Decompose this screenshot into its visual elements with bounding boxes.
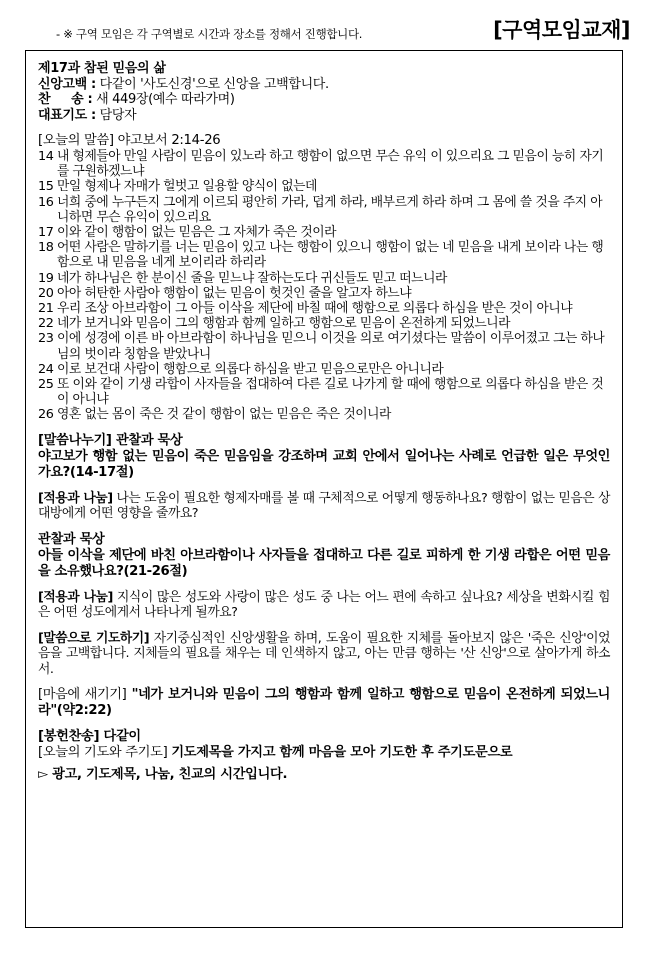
closing-prayer	[38, 745, 610, 761]
verse-text: 또 이와 같이 기생 라합이 사자들을 접대하여 다른 길로 나가게 할 때에 행함으로 의롭다 하심을 받은 것이 아니냐	[57, 377, 604, 408]
closing-hymn: [봉헌찬송] 다같이	[38, 729, 141, 745]
verse-text: 영혼 없는 몸이 죽은 것 같이 행함이 없는 믿음은 죽은 것이니라	[57, 407, 391, 423]
today-word-heading: [오늘의 말씀] 야고보서 2:14-26	[38, 133, 221, 148]
lesson-frame	[25, 50, 623, 928]
prayer-section-label: [말씀으로 기도하기]	[38, 630, 150, 646]
verse-number: 17	[38, 225, 54, 241]
verse-item	[38, 407, 610, 422]
verse-number: 16	[38, 194, 54, 210]
verse-number: 23	[38, 331, 54, 347]
verse-number: 21	[38, 301, 54, 317]
verse-text: 이에 성경에 이른 바 아브라함이 하나님을 믿으니 이것을 의로 여기셨다는 말씀이 이루어졌고 그는 하나님의 벗이라 칭함을 받았나니	[57, 331, 605, 362]
verse-item	[38, 240, 610, 270]
verse-text: 내 형제들아 만일 사람이 믿음이 있노라 하고 행함이 없으면 무슨 유익 이 있으리요 그 믿음이 능히 자기를 구원하겠느냐	[57, 149, 604, 180]
verse-list	[38, 149, 610, 423]
header-title: [구역모임교재]	[493, 18, 630, 42]
verse-text: 네가 보거니와 믿음이 그의 행함과 함께 일하고 행함으로 믿음이 온전하게 되었느니라	[57, 316, 511, 332]
apply-2-text: 지식이 많은 성도와 사랑이 많은 성도 중 나는 어느 편에 속하고 싶나요? 세상을 변화시킬 힘은 어떤 성도에게서 나타나게 될까요?	[38, 589, 610, 621]
lesson-title: 제17과 참된 믿음의 삶	[38, 61, 166, 76]
apply-1-label: [적용과 나눔]	[38, 490, 113, 506]
verse-item	[38, 377, 610, 407]
verse-item	[38, 331, 610, 361]
closing-prayer-label: [오늘의 기도와 주기도]	[38, 745, 168, 761]
hymn-row	[38, 92, 610, 108]
verse-text: 만일 형제나 자매가 헐벗고 일용할 양식이 없는데	[57, 179, 317, 195]
verse-number: 18	[38, 240, 54, 256]
hymn-value: 새 449장(예수 따라가며)	[96, 92, 235, 107]
memory-section	[38, 687, 610, 719]
verse-text: 이로 보건대 사람이 행함으로 의롭다 하심을 받고 믿음으로만은 아니니라	[57, 361, 444, 377]
verse-text: 어떤 사람은 말하기를 너는 믿음이 있고 나는 행함이 있으니 행함이 없는 네 믿음을 내게 보이라 나는 행함으로 내 믿음을 네게 보이리라 하리라	[57, 240, 604, 271]
verse-item	[38, 149, 610, 179]
apply-2-label: [적용과 나눔]	[38, 589, 113, 605]
verse-item	[38, 301, 610, 316]
verse-text: 네가 하나님은 한 분이신 줄을 믿느냐 잘하는도다 귀신들도 믿고 떠느니라	[57, 270, 447, 286]
verse-text: 이와 같이 행함이 없는 믿음은 그 자체가 죽은 것이라	[57, 225, 337, 241]
verse-number: 14	[38, 149, 54, 164]
verse-item	[38, 271, 610, 286]
confession-value: 다같이 '사도신경'으로 신앙을 고백합니다.	[99, 76, 329, 92]
header-note: - ※ 구역 모임은 각 구역별로 시간과 장소를 정해서 진행합니다.	[56, 27, 363, 41]
verse-item	[38, 195, 610, 225]
verse-item	[38, 362, 610, 377]
verse-item	[38, 286, 610, 301]
verse-number: 15	[38, 179, 54, 195]
verse-number: 20	[38, 285, 54, 301]
verse-item	[38, 316, 610, 331]
verse-item	[38, 225, 610, 240]
confession-row	[38, 77, 610, 93]
verse-text: 너희 중에 누구든지 그에게 이르되 평안히 가라, 덥게 하라, 배부르게 하라 하며 그 몸에 쓸 것을 주지 아니하면 무슨 유익이 있으리요	[57, 194, 603, 225]
prayer-row	[38, 108, 610, 124]
closing-prayer-text: 기도제목을 가지고 함께 마음을 모아 기도한 후 주기도문으로	[171, 745, 513, 761]
prayer-section-text: 자기중심적인 신앙생활을 하며, 도움이 필요한 지체를 돌아보지 않은 '죽은 신앙'이었음을 고백합니다. 지체들의 필요를 채우는 데 인색하지 않고, 아는 만큼 행하는 '산 신앙'으로 살아가게 하소서.	[38, 630, 610, 677]
verse-number: 19	[38, 270, 54, 286]
apply-1	[38, 491, 610, 522]
apply-1-text: 나는 도움이 필요한 형제자매를 볼 때 구체적으로 어떻게 행동하나요? 행함이 없는 믿음은 상대방에게 어떤 영향을 줄까요?	[38, 490, 610, 522]
hymn-label: 찬 송 :	[38, 92, 93, 107]
question-1: 야고보가 행함 없는 믿음이 죽은 믿음임을 강조하며 교회 안에서 일어나는 사례로 언급한 일은 무엇인가요?(14-17절)	[38, 448, 610, 480]
memory-text: "네가 보거니와 믿음이 그의 행함과 함께 일하고 행함으로 믿음이 온전하게 되었느니라"(약2:22)	[38, 687, 610, 719]
prayer-value: 담당자	[99, 107, 137, 123]
verse-number: 26	[38, 407, 54, 423]
prayer-label: 대표기도 :	[38, 107, 96, 123]
verse-number: 22	[38, 316, 54, 332]
verse-item	[38, 179, 610, 194]
sharing-heading-2: 관찰과 묵상	[38, 531, 105, 547]
verse-number: 24	[38, 361, 54, 377]
confession-label: 신앙고백 :	[38, 76, 96, 92]
question-2: 아들 이삭을 제단에 바친 아브라함이나 사자들을 접대하고 다른 길로 피하게 한 기생 라합은 어떤 믿음을 소유했나요?(21-26절)	[38, 547, 610, 579]
closing-notice: ▻ 광고, 기도제목, 나눔, 친교의 시간입니다.	[38, 767, 288, 783]
prayer-section	[38, 631, 610, 678]
memory-label: [마음에 새기기]	[38, 687, 127, 703]
sharing-heading: [말씀나누기] 관찰과 묵상	[38, 432, 183, 448]
verse-number: 25	[38, 377, 54, 393]
verse-text: 아아 허탄한 사람아 행함이 없는 믿음이 헛것인 줄을 알고자 하느냐	[57, 285, 412, 301]
apply-2	[38, 590, 610, 621]
verse-text: 우리 조상 아브라함이 그 아들 이삭을 제단에 바칠 때에 행함으로 의롭다 하심을 받은 것이 아니냐	[57, 301, 573, 317]
